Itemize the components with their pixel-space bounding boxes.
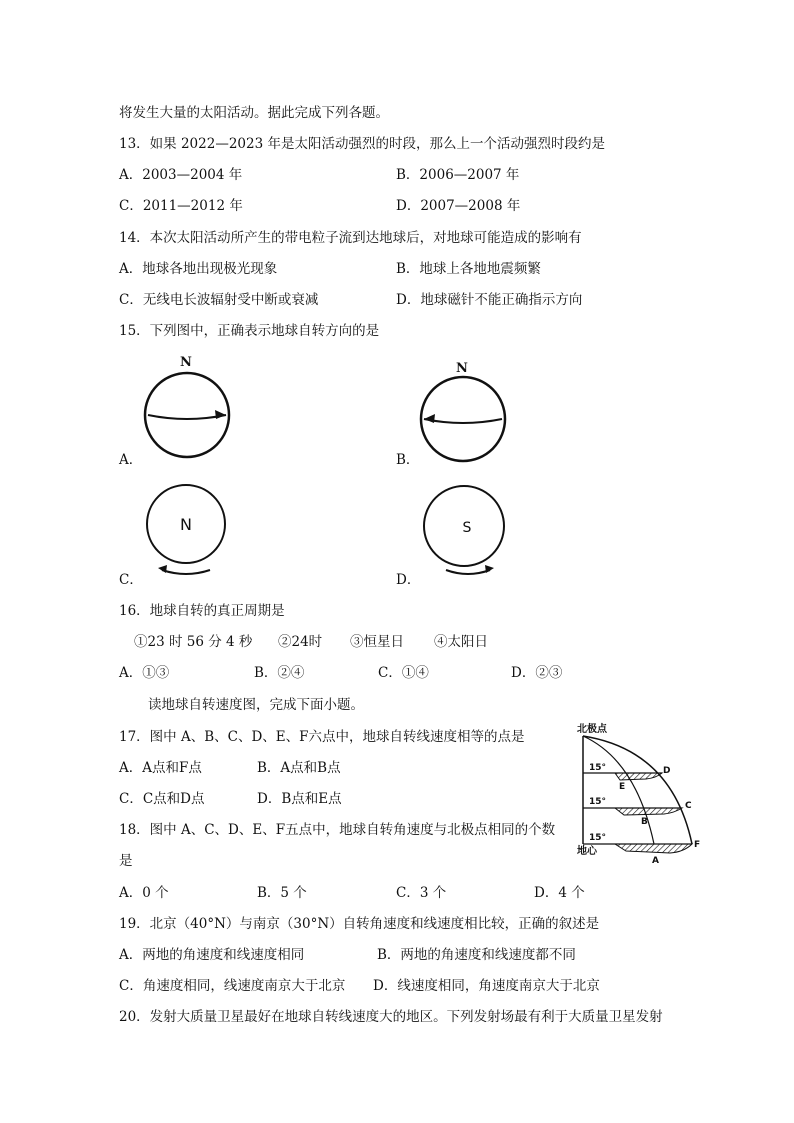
reading-intro: 读地球自转速度图，完成下面小题。 [148,697,364,713]
question-16-option-d[interactable]: D．②③ [511,665,563,681]
angle-label-bottom: 15° [589,833,607,843]
question-15-option-b[interactable]: B． [396,452,420,468]
question-18-option-a[interactable]: A．0 个 [119,885,169,901]
question-16-item-1: ①23 时 56 分 4 秒 [134,634,253,650]
question-16-item-3: ③恒星日 [350,634,404,650]
angle-label-top: 15° [589,763,607,773]
rotation-speed-diagram [574,720,706,866]
question-19-option-c[interactable]: C．角速度相同，线速度南京大于北京 [119,978,346,994]
question-14-option-b[interactable]: B．地球上各地地震频繁 [396,261,541,277]
question-17-stem: 17．图中 A、B、C、D、E、F六点中，地球自转线速度相等的点是 [119,729,525,745]
question-16-item-2: ②24时 [278,634,323,650]
question-13-option-b[interactable]: B．2006—2007 年 [396,167,520,183]
question-16-option-a[interactable]: A．①③ [119,665,170,681]
earth-center-label: 地心 [577,846,597,857]
point-d-label: D [663,766,671,776]
question-17-option-d[interactable]: D．B点和E点 [257,791,342,807]
question-13-stem: 13．如果 2022—2023 年是太阳活动强烈的时段，那么上一个活动强烈时段约是 [119,136,605,152]
question-16-stem: 16．地球自转的真正周期是 [119,603,285,619]
question-18-option-d[interactable]: D．4 个 [534,885,585,901]
question-19-stem: 19．北京（40°N）与南京（30°N）自转角速度和线速度相比较，正确的叙述是 [119,916,600,932]
question-18-option-c[interactable]: C．3 个 [396,885,447,901]
question-14-option-d[interactable]: D．地球磁针不能正确指示方向 [396,292,583,308]
globe-option-a [140,352,240,464]
globe-d-south-label: S [462,520,472,536]
question-14-option-c[interactable]: C．无线电长波辐射受中断或衰减 [119,292,319,308]
question-19-option-b[interactable]: B．两地的角速度和线速度都不同 [377,947,576,963]
globe-c-north-label: N [180,515,192,534]
point-f-label: F [694,840,701,850]
question-20-stem: 20．发射大质量卫星最好在地球自转线速度大的地区。下列发射场最有利于大质量卫星发射 [119,1009,663,1025]
angle-label-mid: 15° [589,797,607,807]
point-a-label: A [652,856,659,866]
globe-b-north-label: N [456,361,468,376]
question-17-option-b[interactable]: B．A点和B点 [257,760,341,776]
globe-a-north-label: N [180,355,192,370]
question-18-stem: 18．图中 A、C、D、E、F五点中，地球自转角速度与北极点相同的个数 [119,822,556,838]
question-18-stem-continued: 是 [119,853,133,869]
question-17-option-a[interactable]: A．A点和F点 [119,760,202,776]
question-15-option-a[interactable]: A． [119,452,143,468]
question-19-option-d[interactable]: D．线速度相同，角速度南京大于北京 [373,978,600,994]
question-16-option-c[interactable]: C．①④ [378,665,429,681]
question-13-option-d[interactable]: D．2007—2008 年 [396,198,521,214]
globe-option-d [416,482,516,582]
question-18-option-b[interactable]: B．5 个 [257,885,307,901]
question-15-option-d[interactable]: D． [396,572,421,588]
question-19-option-a[interactable]: A．两地的角速度和线速度相同 [119,947,305,963]
north-pole-label: 北极点 [577,724,607,735]
globe-option-b [416,352,516,464]
globe-option-c [140,482,240,582]
question-15-stem: 15．下列图中，正确表示地球自转方向的是 [119,323,380,339]
question-17-option-c[interactable]: C．C点和D点 [119,791,205,807]
question-13-option-a[interactable]: A．2003—2004 年 [119,167,243,183]
intro-line: 将发生大量的太阳活动。据此完成下列各题。 [119,105,389,121]
question-14-stem: 14．本次太阳活动所产生的带电粒子流到达地球后，对地球可能造成的影响有 [119,230,582,246]
question-16-option-b[interactable]: B．②④ [254,665,305,681]
point-c-label: C [685,801,692,811]
point-b-label: B [641,817,648,827]
question-15-option-c[interactable]: C． [119,572,143,588]
question-13-option-c[interactable]: C．2011—2012 年 [119,198,243,214]
point-e-label: E [619,782,626,792]
question-14-option-a[interactable]: A．地球各地出现极光现象 [119,261,278,277]
question-16-item-4: ④太阳日 [434,634,488,650]
